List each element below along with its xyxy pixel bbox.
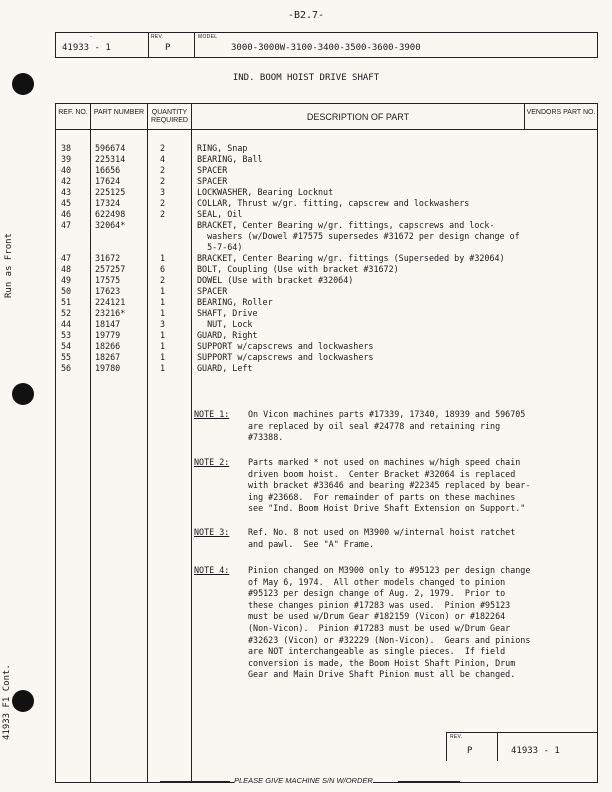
table-row [56, 165, 597, 176]
note-label: NOTE 3: [194, 527, 230, 537]
footer-rev-label: REV. [450, 734, 463, 740]
page-number: -B2.7- [287, 10, 325, 21]
ref-no: 43 [61, 187, 72, 197]
ref-no: 39 [61, 154, 72, 164]
part-number: 18267 [95, 352, 121, 362]
note-text: Pinion changed on M3900 only to #95123 per design change of May 6, 1974. All other models changed to pinion #95123 per design change of Aug. 2, 1979. Prior to these changes pinion #17283 was used. Pinion #95123 must be used w/Drum Gear #182159 (Vicon) or #182264 (Non-Vicon). Pinion #17283 must be used w/Drum Gear #32623 (Vicon) or #32229 (Non-Vicon). Gears and pinions are NOT interchangeable as single pieces. If field conversion is made, the Boom Hoist Shaft Pinion, Drum Gear and Main Drive Shaft Pinion must all be changed. [248, 565, 531, 680]
quantity: 2 [160, 143, 166, 153]
header-rev-cell [148, 33, 195, 57]
table-row [56, 154, 597, 165]
part-number: 17575 [95, 275, 121, 285]
header-part-no: 41933 - 1 [62, 43, 111, 53]
ref-no: 49 [61, 275, 72, 285]
note-text: Ref. No. 8 not used on M3900 w/internal hoist ratchet and pawl. See "A" Frame. [248, 527, 516, 549]
description: BRACKET, Center Bearing w/gr. fittings, capscrews and lock- washers (w/Dowel #17575 supersedes #31672 per design change of 5-7-64) [197, 220, 520, 252]
quantity: 2 [160, 198, 166, 208]
quantity: 3 [160, 187, 166, 197]
part-number: 225125 [95, 187, 126, 197]
quantity: 1 [160, 308, 166, 318]
header-dash-label: - [90, 34, 92, 40]
part-number: 224121 [95, 297, 126, 307]
table-row [56, 308, 597, 319]
quantity: 1 [160, 330, 166, 340]
table-row [56, 176, 597, 187]
description: DOWEL (Use with bracket #32064) [197, 275, 354, 285]
footer-instruction-text: PLEASE GIVE MACHINE S/N W/ORDER [234, 776, 373, 785]
ref-no: 50 [61, 286, 72, 296]
description: LOCKWASHER, Bearing Locknut [197, 187, 334, 197]
header-model-label: MODEL [198, 34, 218, 40]
part-number: 17324 [95, 198, 121, 208]
note-label: NOTE 2: [194, 457, 230, 467]
quantity: 1 [160, 363, 166, 373]
ref-no: 56 [61, 363, 72, 373]
description: SEAL, Oil [197, 209, 243, 219]
description: BEARING, Ball [197, 154, 263, 164]
table-row [56, 253, 597, 264]
ref-no: 44 [61, 319, 72, 329]
ref-no: 48 [61, 264, 72, 274]
note-text: Parts marked * not used on machines w/high speed chain driven boom hoist. Center Bracket #32064 is replaced with bracket #33646 and bearing #22345 replaced by bear- ing #23668. For remainder of parts on these machines see "Ind. Boom Hoist Drive Shaft Extension on Support." [248, 457, 531, 514]
description: GUARD, Left [197, 363, 253, 373]
table-row [56, 330, 597, 341]
footer-rev: P [467, 746, 473, 756]
ref-no: 47 [61, 220, 72, 230]
col-head-vendors: VENDORS PART NO. [526, 109, 596, 116]
table-row [56, 143, 597, 154]
table-row [56, 297, 597, 308]
ref-no: 47 [61, 253, 72, 263]
table-row [56, 363, 597, 374]
table-row [56, 198, 597, 209]
quantity: 1 [160, 297, 166, 307]
header-box [55, 32, 598, 58]
footer-rev-cell [447, 733, 498, 761]
quantity: 4 [160, 154, 166, 164]
ref-no: 38 [61, 143, 72, 153]
description: COLLAR, Thrust w/gr. fitting, capscrew and lockwashers [197, 198, 470, 208]
ref-no: 42 [61, 176, 72, 186]
part-number: 19779 [95, 330, 121, 340]
header-rev-label: REV. [151, 34, 164, 40]
header-divider [56, 129, 597, 130]
header-rev: P [165, 43, 171, 53]
ref-no: 45 [61, 198, 72, 208]
part-number: 622498 [95, 209, 126, 219]
note-label: NOTE 4: [194, 565, 230, 575]
quantity: 2 [160, 209, 166, 219]
quantity: 2 [160, 176, 166, 186]
part-number: 17624 [95, 176, 121, 186]
quantity: 3 [160, 319, 166, 329]
description: RING, Snap [197, 143, 248, 153]
table-row [56, 352, 597, 363]
table-row [56, 319, 597, 330]
quantity: 1 [160, 253, 166, 263]
table-row [56, 275, 597, 286]
table-row [56, 209, 597, 220]
punch-hole-middle [12, 383, 34, 405]
part-number: 225314 [95, 154, 126, 164]
part-number: 23216* [95, 308, 126, 318]
header-part-cell [56, 33, 149, 57]
col-head-description: DESCRIPTION OF PART [306, 112, 410, 122]
ref-no: 54 [61, 341, 72, 351]
header-model-cell [195, 33, 597, 57]
part-number: 19780 [95, 363, 121, 373]
part-number: 257257 [95, 264, 126, 274]
description: GUARD, Right [197, 330, 258, 340]
description: BOLT, Coupling (Use with bracket #31672) [197, 264, 399, 274]
part-number: 17623 [95, 286, 121, 296]
table-row [56, 341, 597, 352]
part-number: 18266 [95, 341, 121, 351]
description: SPACER [197, 165, 228, 175]
description: SPACER [197, 176, 228, 186]
quantity: 1 [160, 286, 166, 296]
description: BRACKET, Center Bearing w/gr. fittings (Superseded by #32064) [197, 253, 505, 263]
quantity: 1 [160, 341, 166, 351]
footer-box [446, 732, 597, 761]
table-row [56, 187, 597, 198]
quantity: 6 [160, 264, 166, 274]
col-head-part: PART NUMBER [93, 109, 145, 116]
part-number: 596674 [95, 143, 126, 153]
section-title: IND. BOOM HOIST DRIVE SHAFT [232, 73, 380, 83]
part-number: 31672 [95, 253, 121, 263]
note-label: NOTE 1: [194, 409, 230, 419]
ref-no: 46 [61, 209, 72, 219]
punch-hole-bottom [12, 690, 34, 712]
quantity: 2 [160, 275, 166, 285]
col-divider [524, 104, 525, 129]
quantity: 1 [160, 352, 166, 362]
description: SUPPORT w/capscrews and lockwashers [197, 341, 374, 351]
header-models: 3000-3000W-3100-3400-3500-3600-3900 [231, 43, 421, 53]
quantity: 2 [160, 165, 166, 175]
part-number: 32064* [95, 220, 126, 230]
ref-no: 51 [61, 297, 72, 307]
description: SUPPORT w/capscrews and lockwashers [197, 352, 374, 362]
col-head-ref: REF. NO. [58, 109, 88, 116]
description: BEARING, Roller [197, 297, 273, 307]
description: NUT, Lock [197, 319, 253, 329]
col-head-quantity: QUANTITY REQUIRED [151, 109, 188, 124]
description: SPACER [197, 286, 228, 296]
part-number: 18147 [95, 319, 121, 329]
parts-table [55, 103, 598, 783]
side-text-run-as-front: Run as Front [4, 232, 14, 298]
ref-no: 53 [61, 330, 72, 340]
table-row [56, 220, 597, 253]
table-row [56, 264, 597, 275]
part-number: 16656 [95, 165, 121, 175]
footer-part-no: 41933 - 1 [511, 746, 560, 756]
note-text: On Vicon machines parts #17339, 17340, 18939 and 596705 are replaced by oil seal #24778 and retaining ring #73388. [248, 409, 526, 443]
table-row [56, 286, 597, 297]
footer-instruction [160, 776, 460, 786]
ref-no: 52 [61, 308, 72, 318]
description: SHAFT, Drive [197, 308, 258, 318]
ref-no: 55 [61, 352, 72, 362]
ref-no: 40 [61, 165, 72, 175]
side-text-continued: 41933 F1 Cont. [2, 664, 12, 740]
